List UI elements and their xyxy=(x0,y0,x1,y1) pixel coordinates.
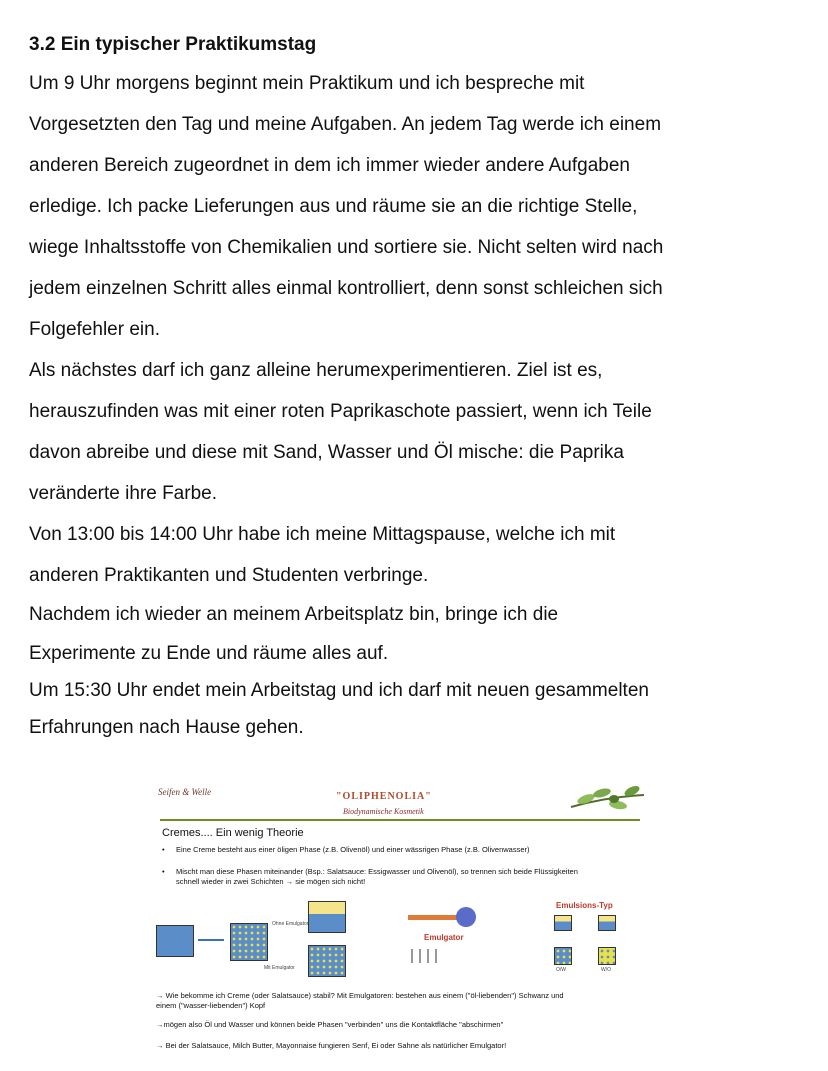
figure-title: Cremes.... Ein wenig Theorie xyxy=(162,827,304,839)
paragraph-line: erledige. Ich packe Lieferungen aus und räume sie an die richtige Stelle, xyxy=(29,196,638,217)
figure-note: einem ("wasser-liebenden") Kopf xyxy=(156,1001,266,1010)
label-mit-emulgator: Mit Emulgator xyxy=(264,965,295,971)
figure-note: → Bei der Salatsauce, Milch Butter, Mayonnaise fungieren Senf, Ei oder Sahne als natürlicher Emulgator! xyxy=(156,1041,507,1050)
figure-bullet: • Eine Creme besteht aus einer öligen Phase (z.B. Olivenöl) und einer wässrigen Phase (z.B. Olivenwasser) xyxy=(162,845,530,854)
paragraph-line: veränderte ihre Farbe. xyxy=(29,483,217,504)
paragraph-line: Vorgesetzten den Tag und meine Aufgaben. An jedem Tag werde ich einem xyxy=(29,114,662,135)
paragraph-line: wiege Inhaltsstoffe von Chemikalien und sortiere sie. Nicht selten wird nach xyxy=(29,237,664,258)
paragraph-line: herauszufinden was mit einer roten Paprikaschote passiert, wenn ich Teile xyxy=(29,401,652,422)
figure-brand-subtitle: Biodynamische Kosmetik xyxy=(343,807,424,816)
beaker-wo-result xyxy=(598,947,616,965)
figure-note: → Wie bekomme ich Creme (oder Salatsauce) stabil? Mit Emulgatoren: bestehen aus einem ("öl-liebenden") Schwanz und xyxy=(156,991,564,1000)
beaker-ow-result xyxy=(554,947,572,965)
paragraph-line: Experimente zu Ende und räume alles auf. xyxy=(29,643,389,664)
paragraph-line: davon abreibe und diese mit Sand, Wasser und Öl mische: die Paprika xyxy=(29,442,624,463)
label-ohne-emulgator: Ohne Emulgator xyxy=(272,921,309,927)
paragraph-line: Erfahrungen nach Hause gehen. xyxy=(29,717,304,738)
beaker-ow xyxy=(554,915,572,931)
paragraph-line: Von 13:00 bis 14:00 Uhr habe ich meine Mittagspause, welche ich mit xyxy=(29,524,616,545)
figure-divider xyxy=(160,819,640,821)
beaker-emulsion xyxy=(308,945,346,977)
label-ow: O/W xyxy=(556,967,566,973)
figure-bullet-continued: schnell wieder in zwei Schichten → sie mögen sich nicht! xyxy=(176,877,366,886)
paragraph-line: anderen Praktikanten und Studenten verbringe. xyxy=(29,565,429,586)
figure-brand: "OLIPHENOLIA" xyxy=(336,791,432,802)
figure-note: →mögen also Öl und Wasser und können beide Phasen "verbinden" uns die Kontaktfläche "abschirmen" xyxy=(156,1020,504,1029)
emulsifier-molecule-icon xyxy=(408,903,478,933)
label-emulgator: Emulgator xyxy=(424,933,464,942)
paragraph-line: jedem einzelnen Schritt alles einmal kontrolliert, denn sonst schleichen sich xyxy=(29,278,663,299)
label-emulsionstyp: Emulsions-Typ xyxy=(556,901,613,910)
figure-logo: Seifen & Welle xyxy=(158,787,212,797)
label-wo: W/O xyxy=(601,967,611,973)
paragraph-line: Nachdem ich wieder an meinem Arbeitsplatz bin, bringe ich die xyxy=(29,604,559,625)
emulsion-theory-figure xyxy=(146,775,666,1060)
figure-bullet: • Mischt man diese Phasen miteinander (Bsp.: Salatsauce: Essigwasser und Olivenöl), so trennen sich beide Flüssigkeiten xyxy=(162,867,578,876)
section-heading: 3.2 Ein typischer Praktikumstag xyxy=(29,34,317,55)
paragraph-line: Folgefehler ein. xyxy=(29,319,160,340)
olive-branch-icon xyxy=(566,779,646,819)
beaker-water xyxy=(156,925,194,957)
beaker-wo xyxy=(598,915,616,931)
paragraph-line: Um 9 Uhr morgens beginnt mein Praktikum und ich bespreche mit xyxy=(29,73,585,94)
beaker-mixed xyxy=(230,923,268,961)
paragraph-line: Um 15:30 Uhr endet mein Arbeitstag und ich darf mit neuen gesammelten xyxy=(29,680,649,701)
beaker-separated xyxy=(308,901,346,933)
paragraph-line: Als nächstes darf ich ganz alleine herumexperimentieren. Ziel ist es, xyxy=(29,360,603,381)
paragraph-line: anderen Bereich zugeordnet in dem ich immer wieder andere Aufgaben xyxy=(29,155,630,176)
arrow-icon xyxy=(198,939,224,941)
surfactant-layer-icon xyxy=(408,947,468,967)
